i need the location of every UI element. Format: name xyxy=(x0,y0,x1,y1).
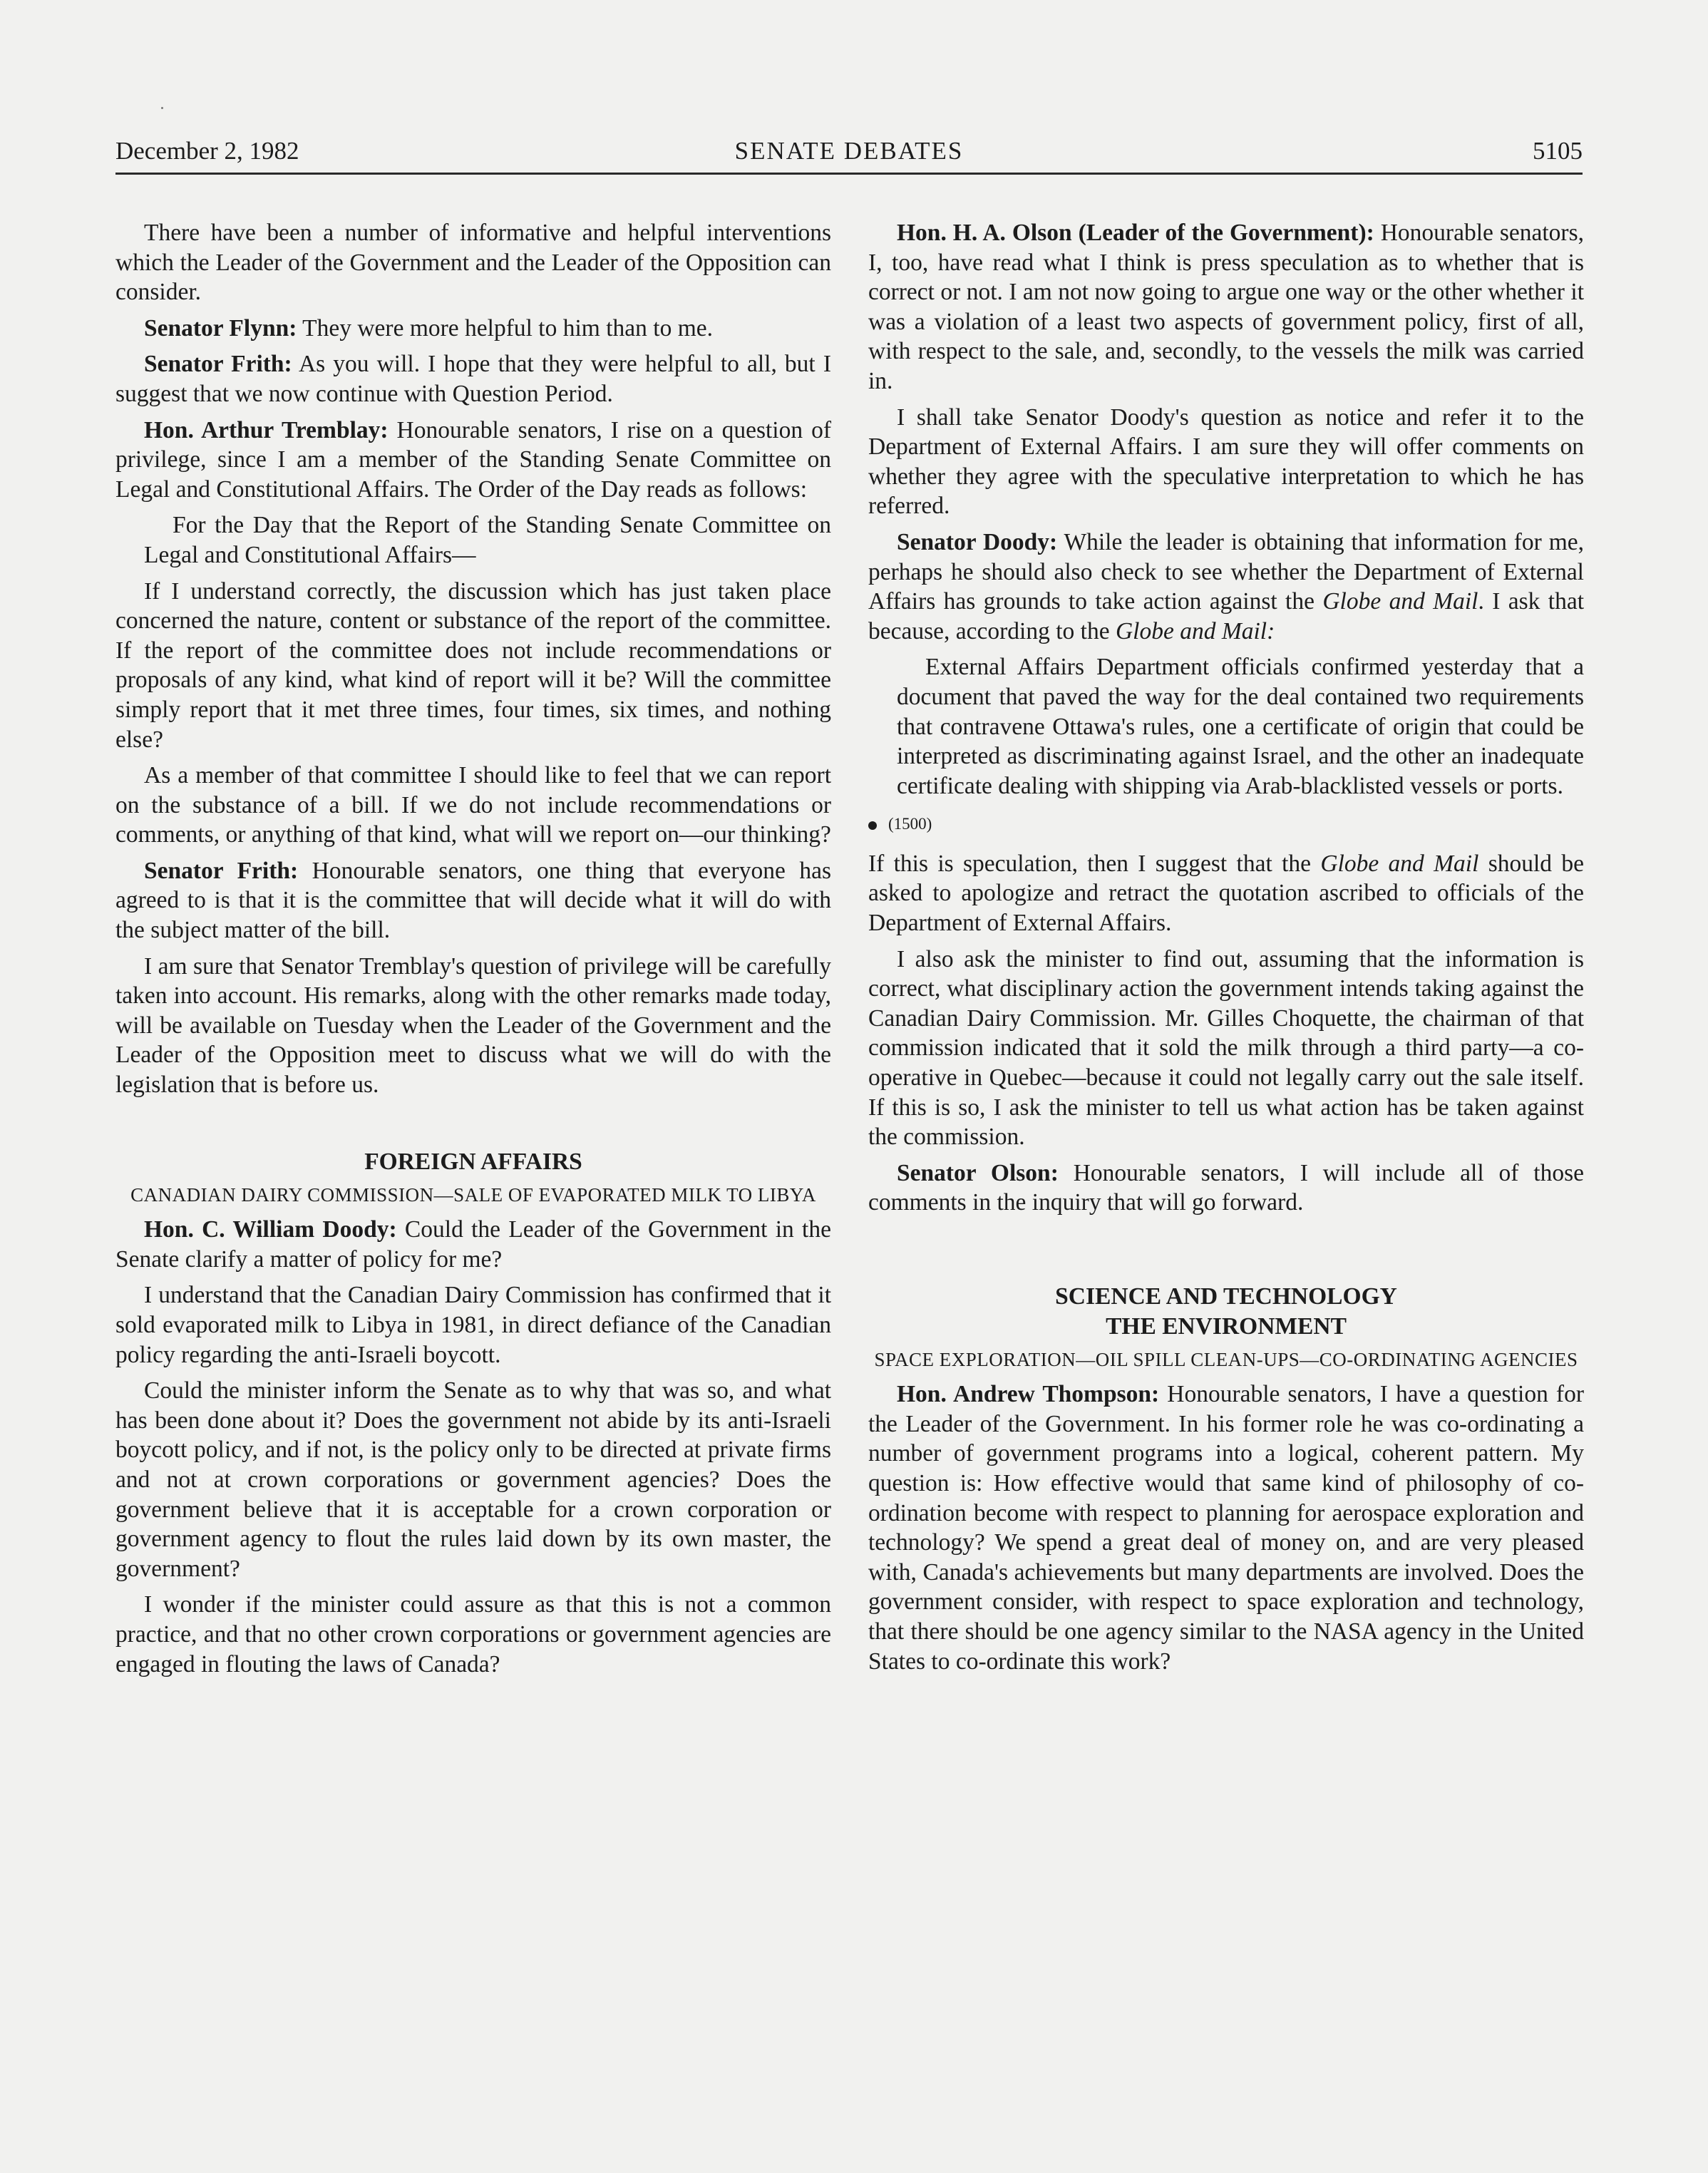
speech-text: Could the Leader of the Government in the Senate clarify a matter of policy for me? xyxy=(115,1216,831,1273)
paragraph: I am sure that Senator Tremblay's question of privilege will be carefully taken into account. His remarks, along with the other remarks made today, will be available on Tuesday when the Leader of the Government and the Leader of the Opposition meet to discuss what we will do with the legislation that is before us. xyxy=(115,952,831,1099)
paragraph: I wonder if the minister could assure as that this is not a common practice, and that no other crown corporations or government agencies are engaged in flouting the laws of Canada? xyxy=(115,1591,831,1678)
right-column xyxy=(868,218,1584,1683)
paragraph: Could the minister inform the Senate as to why that was so, and what has been done about it? Does the government not abide by its anti-Israeli boycott policy, and if not, is the policy only to be directed at private firms and not at crown corporations or government agencies? Does the government believe that it is acceptable for a crown corporation or government agency to flout the rules laid down by its own master, the government? xyxy=(115,1377,831,1582)
paragraph xyxy=(868,1159,1584,1218)
page-header xyxy=(115,134,1583,175)
time-marker-text: (1500) xyxy=(888,815,932,833)
header-publication: SENATE DEBATES xyxy=(734,137,964,165)
paragraph: There have been a number of informative and helpful interventions which the Leader of the Government and the Leader of the Opposition can consider. xyxy=(115,220,831,306)
publication-title: Globe and Mail xyxy=(1320,850,1479,877)
speaker-name: Senator Flynn: xyxy=(144,314,297,341)
speech-text: While the leader is obtaining that information for me, perhaps he should also check to see whether the Department of External Affairs has grounds to take action against the xyxy=(868,528,1585,615)
speaker-name: Hon. Arthur Tremblay: xyxy=(144,416,389,443)
paragraph: I understand that the Canadian Dairy Commission has confirmed that it sold evaporated milk to Libya in 1981, in direct defiance of the Canadian policy regarding the anti-Israeli boycott. xyxy=(115,1282,831,1368)
block-quote: External Affairs Department officials confirmed yesterday that a document that paved the way for the deal contained two requirements that contravene Ottawa's rules, one a certificate of origin that could be interpreted as discriminating against Israel, and the other an inadequate certificate dealing with shipping via Arab-blacklisted vessels or ports. xyxy=(897,654,1584,799)
paragraph xyxy=(868,1380,1584,1676)
speech-text: Honourable senators, I have a question for the Leader of the Government. In his former role he was co-ordinating a number of government programs into a logical, coherent pattern. My question is: How effective would that same kind of philosophy of co-ordination become with respect to planning for aerospace exploration and technology? We spend a great deal of money on, and are very pleased with, Canada's achievements but many departments are involved. Does the government consider, with respect to space exploration and technology, that there should be one agency similar to the NASA agency in the United States to co-ordinate this work? xyxy=(868,1381,1584,1675)
paragraph xyxy=(115,416,831,505)
header-date: December 2, 1982 xyxy=(115,137,299,165)
section-heading: FOREIGN AFFAIRS xyxy=(364,1148,582,1175)
paragraph: I shall take Senator Doody's question as notice and refer it to the Department of External Affairs. I am sure they will offer comments on whether they agree with the speculative interpretation to which he has referred. xyxy=(868,404,1584,520)
section-heading-line: SCIENCE AND TECHNOLOGY xyxy=(1055,1283,1397,1310)
paragraph xyxy=(115,856,831,945)
section-subheading: SPACE EXPLORATION—OIL SPILL CLEAN-UPS—CO-ORDINATING AGENCIES xyxy=(874,1349,1578,1371)
time-marker xyxy=(868,809,1584,839)
speech-text: Honourable senators, I, too, have read what I think is press speculation as to whether that is correct or not. I am not now going to argue one way or the other whether it was a violation of a least two aspects of government policy, first of all, with respect to the sale, and, secondly, to the vessels the milk was carried in. xyxy=(868,220,1584,394)
paragraph: As a member of that committee I should like to feel that we can report on the substance of a bill. If we do not include recommendations or comments, or anything of that kind, what will we report on—our thinking? xyxy=(115,762,831,848)
paragraph: If I understand correctly, the discussion which has just taken place concerned the nature, content or substance of the report of the committee. If the report of the committee does not include recommendations or proposals of any kind, what kind of report will it be? Will the committee simply report that it met three times, four times, six times, and nothing else? xyxy=(115,577,831,753)
speech-text: They were more helpful to him than to me. xyxy=(297,314,713,341)
section-heading xyxy=(868,1282,1584,1341)
paragraph xyxy=(115,349,831,409)
speaker-name: Hon. Andrew Thompson: xyxy=(897,1381,1160,1408)
speech-text: should be asked to apologize and retract the quotation ascribed to officials of the Department of External Affairs. xyxy=(868,850,1584,937)
scan-speck xyxy=(161,107,163,109)
speaker-name: Senator Frith: xyxy=(144,857,299,884)
paragraph: I also ask the minister to find out, assuming that the information is correct, what disciplinary action the government intends taking against the Canadian Dairy Commission. Mr. Gilles Choquette, the chairman of that commission indicated that it sold the milk through a third party—a co-operative in Quebec—because it could not legally carry out the sale itself. If this is so, I ask the minister to tell us what action has be taken against the commission. xyxy=(868,945,1584,1151)
paragraph xyxy=(868,218,1584,396)
paragraph xyxy=(868,528,1584,646)
speech-text: . I ask that because, according to the xyxy=(868,588,1585,644)
header-page-number: 5105 xyxy=(1533,137,1583,165)
paragraph xyxy=(868,849,1584,938)
speaker-name: Hon. C. William Doody: xyxy=(144,1216,397,1243)
speech-text: Honourable senators, I will include all of those comments in the inquiry that will go forward. xyxy=(868,1159,1584,1216)
publication-title: Globe and Mail: xyxy=(1115,617,1275,644)
speaker-name: Hon. H. A. Olson (Leader of the Government): xyxy=(897,220,1374,246)
bullet-dot-icon xyxy=(868,821,877,830)
speaker-name: Senator Frith: xyxy=(144,351,292,378)
speech-text: If this is speculation, then I suggest that the xyxy=(868,850,1321,877)
publication-title: Globe and Mail xyxy=(1322,588,1478,615)
speaker-name: Senator Olson: xyxy=(897,1159,1059,1186)
section-heading-line: THE ENVIRONMENT xyxy=(1106,1312,1347,1340)
speech-text: Honourable senators, one thing that everyone has agreed to is that it is the committee that will decide what it will do with the subject matter of the bill. xyxy=(115,857,831,944)
speaker-name: Senator Doody: xyxy=(897,528,1058,555)
speech-text: Honourable senators, I rise on a question of privilege, since I am a member of the Standing Senate Committee on Legal and Constitutional Affairs. The Order of the Day reads as follows: xyxy=(115,416,832,503)
section-subheading: CANADIAN DAIRY COMMISSION—SALE OF EVAPORATED MILK TO LIBYA xyxy=(130,1184,816,1206)
left-column xyxy=(115,218,831,1685)
block-quote: For the Day that the Report of the Standing Senate Committee on Legal and Constitutional Affairs— xyxy=(144,512,831,568)
speech-text: As you will. I hope that they were helpful to all, but I suggest that we now continue with Question Period. xyxy=(115,351,831,407)
paragraph xyxy=(115,314,831,344)
paragraph xyxy=(115,1215,831,1274)
